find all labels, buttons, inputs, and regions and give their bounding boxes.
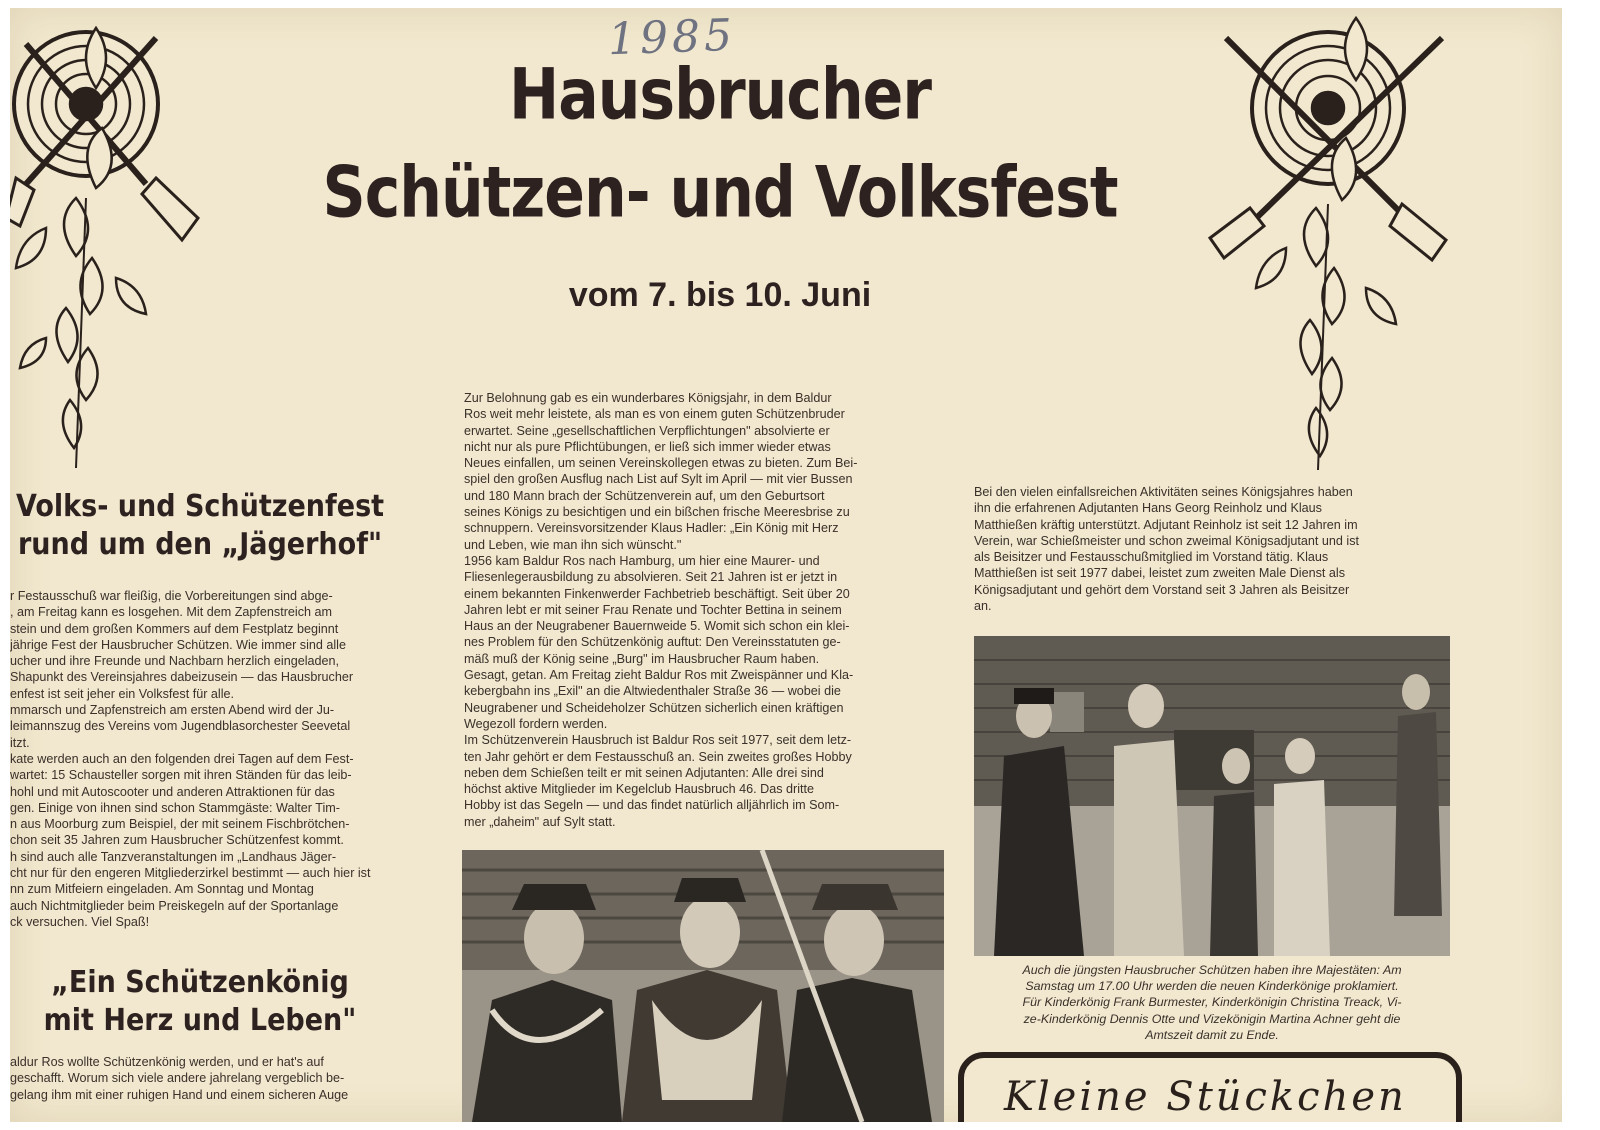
article-text-volksfest: r Festausschuß war fleißig, die Vorbereitungen sind abge- , am Freitag kann es losgehen. Mit dem Zapfenstreich am stein und dem großen Kommers auf dem Festplatz beginnt jährige Fest der Hausbrucher Schützen. Wie immer sind alle ucher und ihre Freunde und Nachbarn herzlich eingeladen, Shapunkt des Vereinsjahres dabeizusein — das Hausbrucher enfest ist seit jeher ein Volksfest für alle. mmarsch und Zapfenstreich am ersten Abend wird der Ju- leimannszug des Vereins vom Jugendblasorchester Seevetal itzt. kate werden auch an den folgenden drei Tagen auf dem Fest- wartet: 15 Schausteller sorgen mit ihren Ständen für das leib- hohl und mit Autoscooter und anderen Attraktionen für das gen. Einige von ihnen sind schon Stammgäste: Walter Tim- n aus Moorburg zum Beispiel, der mit seinem Fischbrötchen- chon seit 35 Jahren zum Hausbrucher Schützenfest kommt. h sind auch alle Tanzveranstaltungen im „Landhaus Jäger- cht nur für den engeren Mitgliederzirkel bestimmt — auch hier ist nn zum Mitfeiern eingeladen. Am Sonntag und Montag auch Nichtmitglieder beim Preiskegeln auf der Sportanlage ck versuchen. Viel Spaß! xyxy=(10,589,371,929)
article-text-schuetzenkoenig: aldur Ros wollte Schützenkönig werden, und er hat's auf geschafft. Worum sich viele andere jahrelang vergeblich be- gelang ihm mit einer ruhigen Hand und einem sicheren Auge xyxy=(10,1055,349,1102)
handwritten-year-note: 1985 xyxy=(607,9,737,66)
photo-schuetzenkoenig-adjutants xyxy=(462,850,944,1122)
section-heading-schuetzenkoenig: „Ein Schützenkönig mit Herz und Leben" xyxy=(43,965,357,1038)
article-text-koenigsjahr: Zur Belohnung gab es ein wunderbares Königsjahr, in dem Baldur Ros weit mehr leistete, als man es von einem guten Schützenbruder erwartet. Seine „gesellschaftlichen Verpflichtungen" absolvierte er nicht nur als pure Pflichtübungen, er ließ sich immer wieder etwas Neues einfallen, um seinen Vereinskollegen etwas zu bieten. Zum Bei- spiel den großen Ausflug nach List auf Sylt im April — mit vier Bussen und 180 Mann brach der Schützenverein auf, um den Geburtsort seines Königs zu besichtigen und ein bißchen frische Meeresbrise zu schnuppern. Vereinsvorsitzender Klaus Hadler: „Ein König mit Herz und Leben, wie man ihn sich wünscht." 1956 kam Baldur Ros nach Hamburg, um hier eine Maurer- und Fliesenlegerausbildung zu absolvieren. Seit 21 Jahren ist er jetzt in einem bekannten Finkenwerder Fachbetrieb beschäftigt. Seit über 20 Jahren lebt er mit seiner Frau Renate und Tochter Bettina in seinem Haus an der Neugrabener Bauernweide 5. Womit sich schon ein klei- nes Problem für den Schützenkönig auftut: Den Vereinsstatuten ge- mäß muß der König seine „Burg" im Hausbrucher Raum haben. Gesagt, getan. Am Freitag zieht Baldur Ros mit Zweispänner und Kla- kebergbahn ins „Exil" an die Altwiedenthaler Straße 36 — wobei die Neugrabener und Scheideholzer Schützen sicherlich einen kräftigen Wegezoll fordern werden. Im Schützenverein Hausbruch ist Baldur Ros seit 1977, seit dem letz- ten Jahr gehört er dem Festausschuß an. Sein zweites großes Hobby neben dem Schießen teilt er mit seinen Adjutanten: Alle drei sind höchst aktive Mitglieder im Kegelclub Hausbruch 46. Das dritte Hobby ist das Segeln — und das findet natürlich alljährlich im Som- mer „daheim" auf Sylt statt. xyxy=(464,391,858,829)
target-rifles-oak-emblem-right xyxy=(1206,8,1466,478)
headline-line-1: Hausbrucher xyxy=(509,53,931,137)
photo-caption-kinderkoenige: Auch die jüngsten Hausbrucher Schützen haben ihre Majestäten: Am Samstag um 17.00 Uhr werden die neuen Kinderkönige proklamiert. Für Kinderkönig Frank Burmester, Kinderkönigin Christina Treack, Vi- ze-Kinderkönig Dennis Otte und Vizekönigin Martina Achner geht die Amtszeit damit zu Ende. xyxy=(1022,963,1402,1042)
headline-date: vom 7. bis 10. Juni xyxy=(568,276,872,314)
photo-kinderkoenige xyxy=(974,636,1450,956)
advertisement-box xyxy=(958,1052,1462,1122)
target-rifles-oak-emblem-left xyxy=(10,8,216,478)
article-text-adjutanten: Bei den vielen einfallsreichen Aktivitäten seines Königsjahres haben ihn die erfahrenen Adjutanten Hans Georg Reinholz und Klaus Matthießen kräftig unterstützt. Adjutant Reinholz ist seit 12 Jahren im Verein, war Schießmeister und schon zweimal Königsadjutant und ist als Beisitzer und Festausschußmitglied im Vorstand tätig. Klaus Matthießen ist seit 1977 dabei, leistet zum zweiten Male Dienst als Königsadjutant und gehört dem Vorstand seit 3 Jahren als Beisitzer an. xyxy=(974,485,1360,614)
advertisement-box-text: Kleine Stückchen xyxy=(1004,1074,1407,1120)
headline-line-2: Schützen- und Volksfest xyxy=(322,151,1118,235)
newspaper-page xyxy=(10,8,1562,1122)
section-heading-volksfest: Volks- und Schützenfest rund um den „Jägerhof" xyxy=(15,489,385,562)
